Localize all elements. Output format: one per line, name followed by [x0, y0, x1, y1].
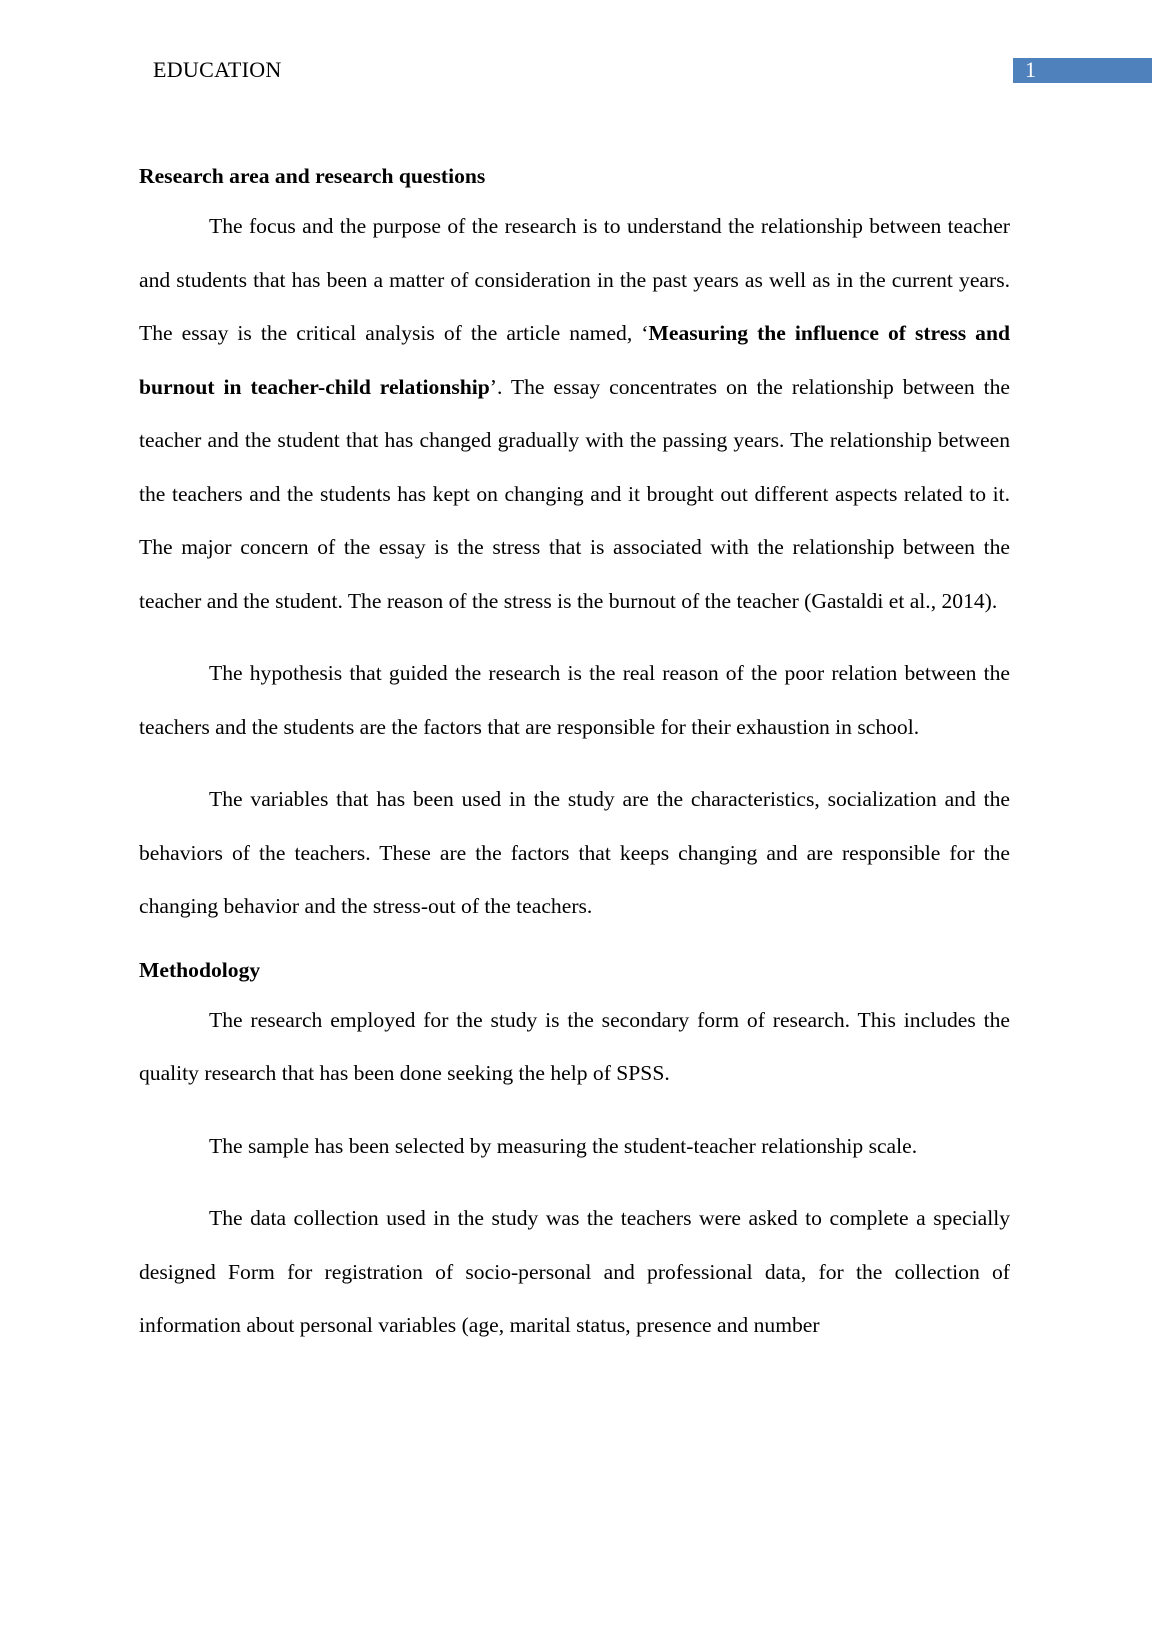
methodology-paragraph-1: The research employed for the study is the secondary form of research. This includes the quality research that has been done seeking the help of SPSS. — [139, 1007, 1010, 1085]
section-heading-methodology: Methodology — [139, 957, 261, 982]
methodology-paragraph-2: The sample has been selected by measuring the student-teacher relationship scale. — [209, 1133, 918, 1158]
research-paragraph-1 — [139, 200, 1010, 628]
running-header-title: EDUCATION — [153, 57, 282, 82]
research-paragraph-1-intro: The focus and the purpose of the research is to understand the relationship between teacher and students that has been a matter of consideration in the past years as well as in the current years. The essay is the critical analysis of the article named, ‘ — [139, 214, 1010, 345]
research-paragraph-1-rest: ’. The essay concentrates on the relationship between the teacher and the student that has changed gradually with the passing years. The relationship between the teachers and the students has kept on changing and it brought out different aspects related to it. The major concern of the essay is the stress that is associated with the relationship between the teacher and the student. The reason of the stress is the burnout of the teacher (Gastaldi et al., 2014). — [139, 374, 1010, 613]
section-heading-research: Research area and research questions — [139, 164, 486, 188]
page-number: 1 — [1025, 57, 1036, 82]
methodology-paragraph-3: The data collection used in the study was the teachers were asked to complete a specially designed Form for registration of socio-personal and professional data, for the collection of information about personal variables (age, marital status, presence and number — [139, 1206, 1010, 1337]
page-number-badge — [1013, 58, 1152, 83]
research-paragraph-3: The variables that has been used in the study are the characteristics, socialization and the behaviors of the teachers. These are the factors that keeps changing and are responsible for the changing behavior and the stress-out of the teachers. — [139, 787, 1010, 918]
research-paragraph-2: The hypothesis that guided the research is the real reason of the poor relation between the teachers and the students are the factors that are responsible for their exhaustion in school. — [139, 661, 1010, 739]
article-title: Measuring the influence of stress and burnout in teacher-child relationship — [139, 321, 1010, 399]
document-body — [139, 160, 1010, 1353]
